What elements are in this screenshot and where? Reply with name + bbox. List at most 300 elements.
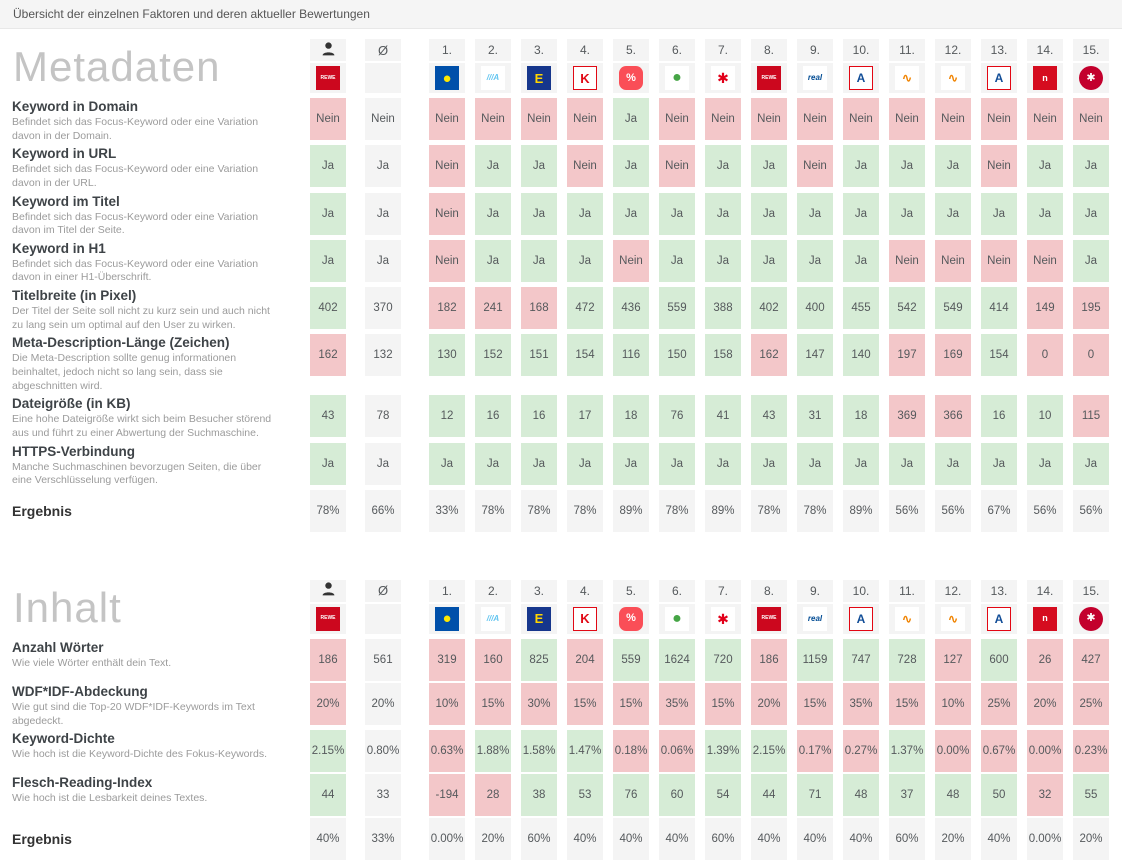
factor-label: Dateigröße (in KB) — [12, 396, 131, 412]
competitor-result-cell: 78% — [659, 490, 695, 532]
competitor-score-cell: Ja — [475, 443, 511, 485]
competitor-logo-aldi-nord[interactable]: A — [849, 607, 873, 631]
competitor-logo-cell — [567, 604, 603, 634]
competitor-logo-cell — [705, 63, 741, 93]
competitor-logo-cell — [659, 63, 695, 93]
competitor-score-cell: 149 — [1027, 287, 1063, 329]
competitor-score-cell: 116 — [613, 334, 649, 376]
competitor-score-cell: 720 — [705, 639, 741, 681]
competitor-score-cell: Ja — [567, 193, 603, 235]
section-metadaten — [10, 39, 1112, 532]
competitor-score-cell: 12 — [429, 395, 465, 437]
competitor-score-cell: Ja — [843, 193, 879, 235]
competitor-score-cell: Nein — [429, 98, 465, 140]
factor-label-block — [10, 98, 300, 143]
competitor-score-cell: 369 — [889, 395, 925, 437]
factor-label-block — [10, 145, 300, 190]
competitor-column-number: 3. — [521, 39, 557, 61]
average-score-cell: Ja — [365, 443, 401, 485]
competitor-score-cell: 41 — [705, 395, 741, 437]
competitor-score-cell: 37 — [889, 774, 925, 816]
competitor-score-cell: 31 — [797, 395, 833, 437]
competitor-score-cell: Ja — [613, 193, 649, 235]
user-score-cell: 20% — [310, 683, 346, 725]
competitor-column-number: 13. — [981, 39, 1017, 61]
page-header — [0, 0, 1122, 29]
factor-description: Wie hoch ist die Keyword-Dichte des Fokus-Keywords. — [12, 748, 268, 761]
user-score-cell: Nein — [310, 98, 346, 140]
competitor-logo-real[interactable]: real — [803, 607, 827, 631]
average-score-cell: 561 — [365, 639, 401, 681]
competitor-score-cell: 0.00% — [1027, 730, 1063, 772]
competitor-score-cell: 48 — [843, 774, 879, 816]
factor-description: Befindet sich das Focus-Keyword oder eine Variation davon in der URL. — [12, 163, 259, 189]
competitor-logo-netto-percent[interactable]: % — [619, 607, 643, 631]
competitor-score-cell: 1.58% — [521, 730, 557, 772]
competitor-score-cell: 25% — [981, 683, 1017, 725]
competitor-column-number: 10. — [843, 580, 879, 602]
competitor-score-cell: 169 — [935, 334, 971, 376]
competitor-score-cell: 436 — [613, 287, 649, 329]
competitor-score-cell: Ja — [613, 443, 649, 485]
competitor-score-cell: Ja — [935, 193, 971, 235]
factor-label-block — [10, 683, 300, 728]
competitor-score-cell: 10 — [1027, 395, 1063, 437]
factor-label: WDF*IDF-Abdeckung — [12, 683, 148, 699]
competitor-logo-red-pinwheel[interactable]: ✱ — [711, 66, 735, 90]
factor-description: Der Titel der Seite soll nicht zu kurz sein und auch nicht zu lang sein um optimal auf den User zu wirken. — [12, 305, 270, 331]
competitor-logo-norma[interactable]: n — [1033, 607, 1057, 631]
user-icon — [322, 582, 335, 599]
competitor-logo-rewe[interactable]: REWE — [757, 607, 781, 631]
competitor-score-cell: Ja — [1027, 145, 1063, 187]
factor-label: Anzahl Wörter — [12, 639, 104, 655]
competitor-logo-cell — [1073, 63, 1109, 93]
competitor-logo-netto-percent[interactable]: % — [619, 66, 643, 90]
factor-description: Befindet sich das Focus-Keyword oder eine Variation davon in einer H1-Überschrift. — [12, 257, 259, 284]
average-score-cell: 132 — [365, 334, 401, 376]
competitor-score-cell: 388 — [705, 287, 741, 329]
competitor-score-cell: 241 — [475, 287, 511, 329]
user-column-header — [310, 39, 346, 61]
competitor-score-cell: 186 — [751, 639, 787, 681]
competitor-score-cell: Nein — [567, 145, 603, 187]
competitor-score-cell: 15% — [889, 683, 925, 725]
average-result-cell: 66% — [365, 490, 401, 532]
factor-row — [10, 98, 1112, 143]
user-logo-cell — [310, 63, 346, 93]
competitor-score-cell: 152 — [475, 334, 511, 376]
user-icon — [322, 42, 335, 59]
user-score-cell: 162 — [310, 334, 346, 376]
competitor-score-cell: 115 — [1073, 395, 1109, 437]
user-score-cell: Ja — [310, 145, 346, 187]
competitor-column-number: 2. — [475, 580, 511, 602]
competitor-score-cell: Nein — [935, 240, 971, 282]
competitor-logo-cell — [1073, 604, 1109, 634]
competitor-score-cell: Ja — [797, 443, 833, 485]
competitor-column-number: 8. — [751, 580, 787, 602]
competitor-score-cell: 154 — [567, 334, 603, 376]
factor-description: Die Meta-Description sollte genug informationen beinhaltet, jedoch nicht so lang sein, dass sie abgeschnitten wird. — [12, 352, 237, 392]
average-logo-cell — [365, 604, 401, 634]
competitor-score-cell: 55 — [1073, 774, 1109, 816]
competitor-column-number: 14. — [1027, 580, 1063, 602]
competitor-score-cell: Nein — [475, 98, 511, 140]
competitor-score-cell: 0 — [1027, 334, 1063, 376]
competitor-score-cell: Ja — [1073, 240, 1109, 282]
factor-row — [10, 683, 1112, 728]
competitor-score-cell: 195 — [1073, 287, 1109, 329]
user-score-cell: 402 — [310, 287, 346, 329]
competitor-score-cell: 197 — [889, 334, 925, 376]
competitor-score-cell: 400 — [797, 287, 833, 329]
competitor-result-cell: 20% — [1073, 818, 1109, 860]
competitor-result-cell: 40% — [751, 818, 787, 860]
competitor-score-cell: Ja — [751, 240, 787, 282]
competitor-result-cell: 40% — [797, 818, 833, 860]
competitor-score-cell: 28 — [475, 774, 511, 816]
competitor-score-cell: Nein — [981, 145, 1017, 187]
section-inhalt — [10, 580, 1112, 860]
competitor-score-cell: 2.15% — [751, 730, 787, 772]
competitor-result-cell: 60% — [705, 818, 741, 860]
competitor-logo-cell — [981, 604, 1017, 634]
competitor-score-cell: 0.00% — [935, 730, 971, 772]
competitor-logo-green-mascot[interactable]: ● — [665, 607, 689, 631]
competitor-score-cell: Ja — [705, 443, 741, 485]
competitor-score-cell: 20% — [751, 683, 787, 725]
user-score-cell: 44 — [310, 774, 346, 816]
factor-label-block — [10, 774, 300, 816]
user-result-cell: 40% — [310, 818, 346, 860]
competitor-logo-cell — [705, 604, 741, 634]
competitor-logo-cell — [475, 604, 511, 634]
competitor-score-cell: 32 — [1027, 774, 1063, 816]
competitor-logo-cell — [843, 604, 879, 634]
competitor-score-cell: Ja — [1073, 443, 1109, 485]
competitor-score-cell: Nein — [797, 98, 833, 140]
competitor-score-cell: 559 — [659, 287, 695, 329]
competitor-score-cell: Ja — [889, 443, 925, 485]
competitor-score-cell: 154 — [981, 334, 1017, 376]
competitor-score-cell: 44 — [751, 774, 787, 816]
competitor-score-cell: Ja — [889, 193, 925, 235]
competitor-logo-orange-swoosh[interactable]: ∿ — [941, 607, 965, 631]
competitor-logo-cell — [613, 63, 649, 93]
competitor-column-number: 1. — [429, 580, 465, 602]
competitor-result-cell: 56% — [1073, 490, 1109, 532]
competitor-result-cell: 67% — [981, 490, 1017, 532]
competitor-score-cell: Ja — [521, 240, 557, 282]
competitor-result-cell: 40% — [659, 818, 695, 860]
average-score-cell: Nein — [365, 98, 401, 140]
average-symbol: Ø — [377, 583, 389, 599]
competitor-score-cell: 150 — [659, 334, 695, 376]
factor-label: HTTPS-Verbindung — [12, 443, 135, 459]
competitor-score-cell: 1.39% — [705, 730, 741, 772]
competitor-score-cell: 15% — [567, 683, 603, 725]
competitor-score-cell: Ja — [981, 193, 1017, 235]
competitor-score-cell: Ja — [797, 240, 833, 282]
factor-description: Wie hoch ist die Lesbarkeit deines Textes. — [12, 792, 208, 805]
factor-description: Befindet sich das Focus-Keyword oder eine Variation davon im Titel der Seite. — [12, 210, 259, 237]
factor-row — [10, 145, 1112, 190]
competitor-logo-cell — [751, 63, 787, 93]
competitor-logo-aldi-sued[interactable]: ///A — [481, 66, 505, 90]
competitor-score-cell: 366 — [935, 395, 971, 437]
competitor-logo-cell — [613, 604, 649, 634]
competitor-score-cell: Ja — [521, 193, 557, 235]
competitor-score-cell: Ja — [843, 443, 879, 485]
result-row — [10, 818, 1112, 860]
competitor-score-cell: Ja — [751, 443, 787, 485]
competitor-score-cell: Nein — [981, 240, 1017, 282]
competitor-score-cell: Nein — [705, 98, 741, 140]
user-result-cell: 78% — [310, 490, 346, 532]
competitor-logo-aldi-nord[interactable]: A — [987, 607, 1011, 631]
competitor-score-cell: 147 — [797, 334, 833, 376]
competitor-score-cell: 15% — [705, 683, 741, 725]
competitor-score-cell: Nein — [751, 98, 787, 140]
competitor-score-cell: 10% — [935, 683, 971, 725]
user-logo-rewe[interactable]: REWE — [316, 66, 340, 90]
competitor-logo-aldi-sued[interactable]: ///A — [481, 607, 505, 631]
competitor-column-number: 2. — [475, 39, 511, 61]
factor-row — [10, 395, 1112, 440]
competitor-result-cell: 56% — [889, 490, 925, 532]
competitor-score-cell: Ja — [705, 145, 741, 187]
competitor-score-cell: 76 — [659, 395, 695, 437]
competitor-score-cell: Ja — [567, 443, 603, 485]
competitor-logo-lidl[interactable]: ● — [435, 66, 459, 90]
competitor-score-cell: Ja — [475, 240, 511, 282]
user-score-cell: 2.15% — [310, 730, 346, 772]
competitor-column-number: 3. — [521, 580, 557, 602]
competitor-score-cell: 162 — [751, 334, 787, 376]
competitor-logo-cell — [935, 604, 971, 634]
page-title: Übersicht der einzelnen Faktoren und deren aktueller Bewertungen — [13, 7, 370, 21]
competitor-logo-orange-swoosh[interactable]: ∿ — [895, 607, 919, 631]
competitor-logo-aldi-nord[interactable]: A — [987, 66, 1011, 90]
competitor-result-cell: 89% — [613, 490, 649, 532]
competitor-logo-aldi-nord[interactable]: A — [849, 66, 873, 90]
competitor-score-cell: Ja — [981, 443, 1017, 485]
competitor-score-cell: 0.27% — [843, 730, 879, 772]
competitor-logo-orange-swoosh[interactable]: ∿ — [941, 66, 965, 90]
competitor-score-cell: 71 — [797, 774, 833, 816]
competitor-result-cell: 56% — [935, 490, 971, 532]
competitor-column-number: 13. — [981, 580, 1017, 602]
competitor-score-cell: 35% — [659, 683, 695, 725]
competitor-column-number: 9. — [797, 39, 833, 61]
competitor-logo-orange-swoosh[interactable]: ∿ — [895, 66, 919, 90]
factor-label-block — [10, 730, 300, 772]
average-score-cell: Ja — [365, 145, 401, 187]
competitor-score-cell: 160 — [475, 639, 511, 681]
competitor-result-cell: 40% — [613, 818, 649, 860]
competitor-result-cell: 60% — [889, 818, 925, 860]
factor-description: Manche Suchmaschinen bevorzugen Seiten, die über eine Verschlüsselung verfügen. — [12, 460, 262, 487]
competitor-column-number: 4. — [567, 39, 603, 61]
header-row-numbers — [10, 580, 1112, 602]
competitor-result-cell: 78% — [751, 490, 787, 532]
competitor-logo-cell — [751, 604, 787, 634]
average-logo-cell — [365, 63, 401, 93]
factor-row — [10, 443, 1112, 488]
competitor-score-cell: Ja — [659, 193, 695, 235]
competitor-logo-cell — [843, 63, 879, 93]
factor-label: Keyword-Dichte — [12, 731, 115, 747]
competitor-result-cell: 78% — [567, 490, 603, 532]
competitor-logo-norma[interactable]: n — [1033, 66, 1057, 90]
user-logo-rewe[interactable]: REWE — [316, 607, 340, 631]
result-label: Ergebnis — [12, 502, 72, 519]
competitor-logo-real[interactable]: real — [803, 66, 827, 90]
average-score-cell: Ja — [365, 193, 401, 235]
factor-row — [10, 193, 1112, 238]
competitor-score-cell: Ja — [1027, 193, 1063, 235]
competitor-logo-cell — [1027, 63, 1063, 93]
competitor-score-cell: 1.47% — [567, 730, 603, 772]
competitor-logo-red-pinwheel[interactable]: ✱ — [711, 607, 735, 631]
factor-label: Keyword in H1 — [12, 240, 106, 256]
competitor-score-cell: Ja — [1073, 145, 1109, 187]
factor-label-block — [10, 287, 300, 332]
competitor-column-number: 11. — [889, 580, 925, 602]
competitor-score-cell: 825 — [521, 639, 557, 681]
competitor-score-cell: 17 — [567, 395, 603, 437]
competitor-score-cell: Nein — [935, 98, 971, 140]
factor-label-block — [10, 193, 300, 238]
competitor-score-cell: 168 — [521, 287, 557, 329]
competitor-column-number: 5. — [613, 39, 649, 61]
competitor-score-cell: Ja — [705, 240, 741, 282]
competitor-score-cell: 15% — [475, 683, 511, 725]
competitor-logo-cell — [429, 604, 465, 634]
competitor-result-cell: 20% — [475, 818, 511, 860]
factor-label: Titelbreite (in Pixel) — [12, 288, 137, 304]
competitor-logo-green-mascot[interactable]: ● — [665, 66, 689, 90]
competitor-logo-cell — [797, 604, 833, 634]
competitor-score-cell: 16 — [521, 395, 557, 437]
competitor-score-cell: 0.17% — [797, 730, 833, 772]
competitor-result-cell: 40% — [981, 818, 1017, 860]
result-label: Ergebnis — [12, 831, 72, 848]
competitor-score-cell: Ja — [613, 145, 649, 187]
competitor-logo-edeka[interactable]: E — [527, 66, 551, 90]
competitor-score-cell: 600 — [981, 639, 1017, 681]
competitor-result-cell: 0.00% — [1027, 818, 1063, 860]
competitor-logo-cell — [1027, 604, 1063, 634]
competitor-logo-lidl[interactable]: ● — [435, 607, 459, 631]
competitor-score-cell: Ja — [475, 193, 511, 235]
competitor-score-cell: Ja — [751, 193, 787, 235]
competitor-score-cell: 1159 — [797, 639, 833, 681]
competitor-score-cell: Nein — [797, 145, 833, 187]
competitor-logo-cell — [797, 63, 833, 93]
average-score-cell: Ja — [365, 240, 401, 282]
competitor-result-cell: 33% — [429, 490, 465, 532]
competitor-logo-cell — [521, 604, 557, 634]
factor-description: Eine hohe Dateigröße wirkt sich beim Besucher störend aus und führt zu einer Abwertung der Suchmaschine. — [12, 413, 272, 439]
competitor-score-cell: 1.88% — [475, 730, 511, 772]
competitor-score-cell: Ja — [567, 240, 603, 282]
competitor-score-cell: Ja — [889, 145, 925, 187]
competitor-score-cell: 1.37% — [889, 730, 925, 772]
competitor-score-cell: Ja — [843, 240, 879, 282]
competitor-logo-kaufland[interactable]: K — [573, 607, 597, 631]
competitor-column-number: 14. — [1027, 39, 1063, 61]
competitor-score-cell: 204 — [567, 639, 603, 681]
competitor-score-cell: 54 — [705, 774, 741, 816]
section-title: Inhalt — [13, 583, 122, 631]
user-score-cell: Ja — [310, 193, 346, 235]
competitor-score-cell: Nein — [1027, 98, 1063, 140]
competitor-logo-cell — [981, 63, 1017, 93]
competitor-score-cell: 18 — [843, 395, 879, 437]
competitor-score-cell: 53 — [567, 774, 603, 816]
competitor-score-cell: Nein — [889, 240, 925, 282]
competitor-score-cell: 319 — [429, 639, 465, 681]
competitor-score-cell: Ja — [751, 145, 787, 187]
competitor-score-cell: 549 — [935, 287, 971, 329]
competitor-logo-cell — [889, 63, 925, 93]
competitor-score-cell: 472 — [567, 287, 603, 329]
user-score-cell: Ja — [310, 443, 346, 485]
competitor-column-number: 1. — [429, 39, 465, 61]
competitor-score-cell: Nein — [889, 98, 925, 140]
factor-row — [10, 240, 1112, 285]
competitor-column-number: 6. — [659, 580, 695, 602]
competitor-score-cell: 15% — [613, 683, 649, 725]
competitor-result-cell: 60% — [521, 818, 557, 860]
competitor-score-cell: Ja — [705, 193, 741, 235]
competitor-logo-kaufland[interactable]: K — [573, 66, 597, 90]
factor-row — [10, 730, 1112, 772]
competitor-score-cell: 16 — [475, 395, 511, 437]
competitor-column-number: 8. — [751, 39, 787, 61]
competitor-logo-rossmann[interactable]: ✱ — [1079, 66, 1103, 90]
competitor-logo-rossmann[interactable]: ✱ — [1079, 607, 1103, 631]
competitor-score-cell: Ja — [613, 98, 649, 140]
competitor-score-cell: 402 — [751, 287, 787, 329]
average-symbol: Ø — [377, 42, 389, 58]
factor-description: Wie gut sind die Top-20 WDF*IDF-Keywords im Text abgedeckt. — [12, 700, 255, 727]
competitor-result-cell: 78% — [475, 490, 511, 532]
user-column-header — [310, 580, 346, 602]
competitor-score-cell: Nein — [429, 145, 465, 187]
competitor-score-cell: 427 — [1073, 639, 1109, 681]
competitor-result-cell: 40% — [843, 818, 879, 860]
factor-label-block — [10, 443, 300, 488]
factor-label: Keyword in URL — [12, 146, 117, 162]
competitor-column-number: 15. — [1073, 580, 1109, 602]
competitor-score-cell: Ja — [475, 145, 511, 187]
average-score-cell: 370 — [365, 287, 401, 329]
competitor-logo-edeka[interactable]: E — [527, 607, 551, 631]
competitor-score-cell: Nein — [613, 240, 649, 282]
competitor-score-cell: Nein — [429, 193, 465, 235]
competitor-score-cell: 158 — [705, 334, 741, 376]
average-score-cell: 0.80% — [365, 730, 401, 772]
average-column-header — [365, 580, 401, 602]
competitor-score-cell: Ja — [1073, 193, 1109, 235]
factor-description: Wie viele Wörter enthält dein Text. — [12, 656, 172, 669]
competitor-logo-rewe[interactable]: REWE — [757, 66, 781, 90]
competitor-logo-cell — [429, 63, 465, 93]
competitor-score-cell: Ja — [521, 145, 557, 187]
